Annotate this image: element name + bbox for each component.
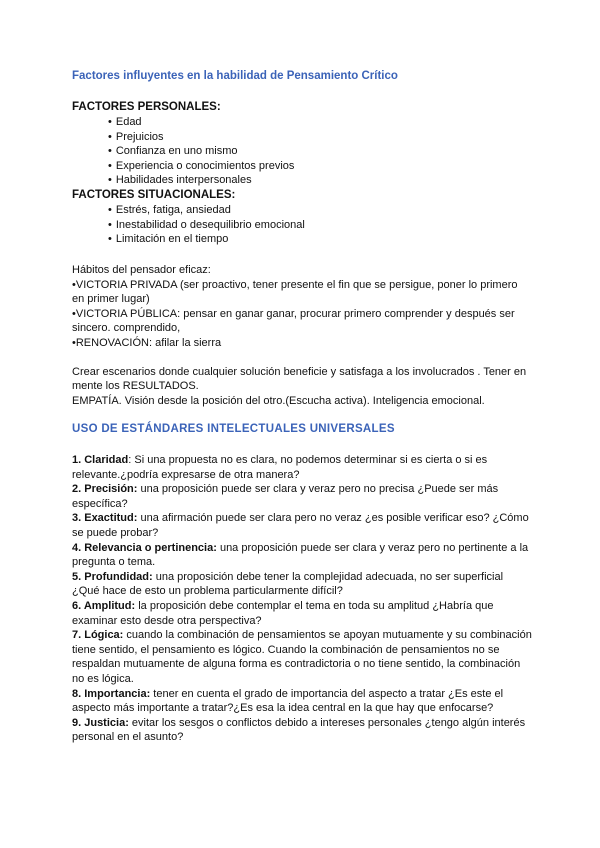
standard-item	[72, 511, 532, 540]
standard-text: evitar los sesgos o conflictos debido a intereses personales ¿tengo algún interés personal en el asunto?	[72, 716, 526, 744]
standard-item	[72, 716, 532, 745]
standard-label: 7. Lógica:	[72, 629, 124, 642]
empathy-text: EMPATÍA. Visión desde la posición del otro.(Escucha activa). Inteligencia emocional.	[72, 394, 485, 407]
standard-item	[72, 570, 532, 599]
standard-label: 1. Claridad	[72, 454, 129, 466]
list-item: • Confianza en uno mismo	[108, 144, 532, 159]
habit-line: •VICTORIA PÚBLICA: pensar en ganar ganar, procurar primero comprender y después ser sincero. comprendido,	[72, 307, 515, 335]
standard-item	[72, 541, 532, 570]
standard-item	[72, 482, 532, 511]
standard-label: 6. Amplitud:	[72, 599, 136, 612]
standard-item	[72, 453, 532, 482]
standard-label: 2. Precisión:	[72, 483, 138, 496]
standard-text: una proposición puede ser clara y veraz pero no pertinente a la pregunta o tema.	[72, 541, 529, 569]
habit-line: •VICTORIA PRIVADA (ser proactivo, tener presente el fin que se persigue, poner lo primero en primer lugar)	[72, 278, 518, 306]
standard-text: cuando la combinación de pensamientos se apoyan mutuamente y su combinación tiene sentido, el pensamiento es lógico. Cuando la combinación de pensamientos no se respaldan mutuamente de alguna forma es contradictoria o no tiene sentido, la combinación no es lógica.	[72, 629, 532, 685]
habits-intro: Hábitos del pensador eficaz:	[72, 264, 211, 276]
standard-text: tener en cuenta el grado de importancia del aspecto a tratar ¿Es este el aspecto más importante a tratar?¿Es esa la idea central en la que hay que enfocarse?	[72, 687, 504, 715]
list-item: • Edad	[108, 115, 532, 130]
list-item: • Experiencia o conocimientos previos	[108, 159, 532, 174]
list-item: • Estrés, fatiga, ansiedad	[108, 203, 532, 218]
standard-item	[72, 599, 532, 628]
scenarios-text: Crear escenarios donde cualquier solución beneficie y satisfaga a los involucrados . Tener en mente los RESULTADOS.	[72, 365, 527, 393]
list-item: • Habilidades interpersonales	[108, 173, 532, 188]
personal-factors-list	[72, 115, 532, 188]
standard-label: 9. Justicia:	[72, 716, 129, 729]
standard-label: 8. Importancia:	[72, 687, 151, 700]
situational-factors-list	[72, 203, 532, 247]
standard-text: una proposición puede ser clara y veraz pero no precisa ¿Puede ser más específica?	[72, 483, 499, 510]
standard-item	[72, 628, 532, 686]
standard-item	[72, 687, 532, 716]
standard-text: : Si una propuesta no es clara, no podemos determinar si es cierta o si es relevante.¿podría expresarse de otra manera?	[72, 454, 488, 481]
standard-text: la proposición debe contemplar el tema en toda su amplitud ¿Habría que examinar esto desde otra perspectiva?	[72, 599, 494, 627]
habits-section	[72, 263, 532, 408]
standard-label: 4. Relevancia o pertinencia:	[72, 541, 217, 554]
personal-factors-heading: FACTORES PERSONALES:	[72, 101, 221, 113]
standards-list	[72, 453, 532, 745]
list-item: • Limitación en el tiempo	[108, 232, 532, 247]
standard-text: una afirmación puede ser clara pero no veraz ¿es posible verificar eso? ¿Cómo se puede probar?	[72, 512, 529, 539]
standards-title: USO DE ESTÁNDARES INTELECTUALES UNIVERSALES	[72, 423, 395, 435]
habit-line: •RENOVACIÓN: afilar la sierra	[72, 336, 222, 349]
factors-section	[72, 100, 532, 247]
standard-label: 3. Exactitud:	[72, 512, 138, 525]
list-item: • Inestabilidad o desequilibrio emocional	[108, 218, 532, 233]
document-title: Factores influyentes en la habilidad de Pensamiento Crítico	[72, 70, 398, 82]
situational-factors-heading: FACTORES SITUACIONALES:	[72, 188, 236, 201]
standard-label: 5. Profundidad:	[72, 570, 153, 583]
standard-text: una proposición debe tener la complejidad adecuada, no ser superficial ¿Qué hace de esto un problema particularmente difícil?	[72, 570, 504, 598]
list-item: • Prejuicios	[108, 130, 532, 145]
